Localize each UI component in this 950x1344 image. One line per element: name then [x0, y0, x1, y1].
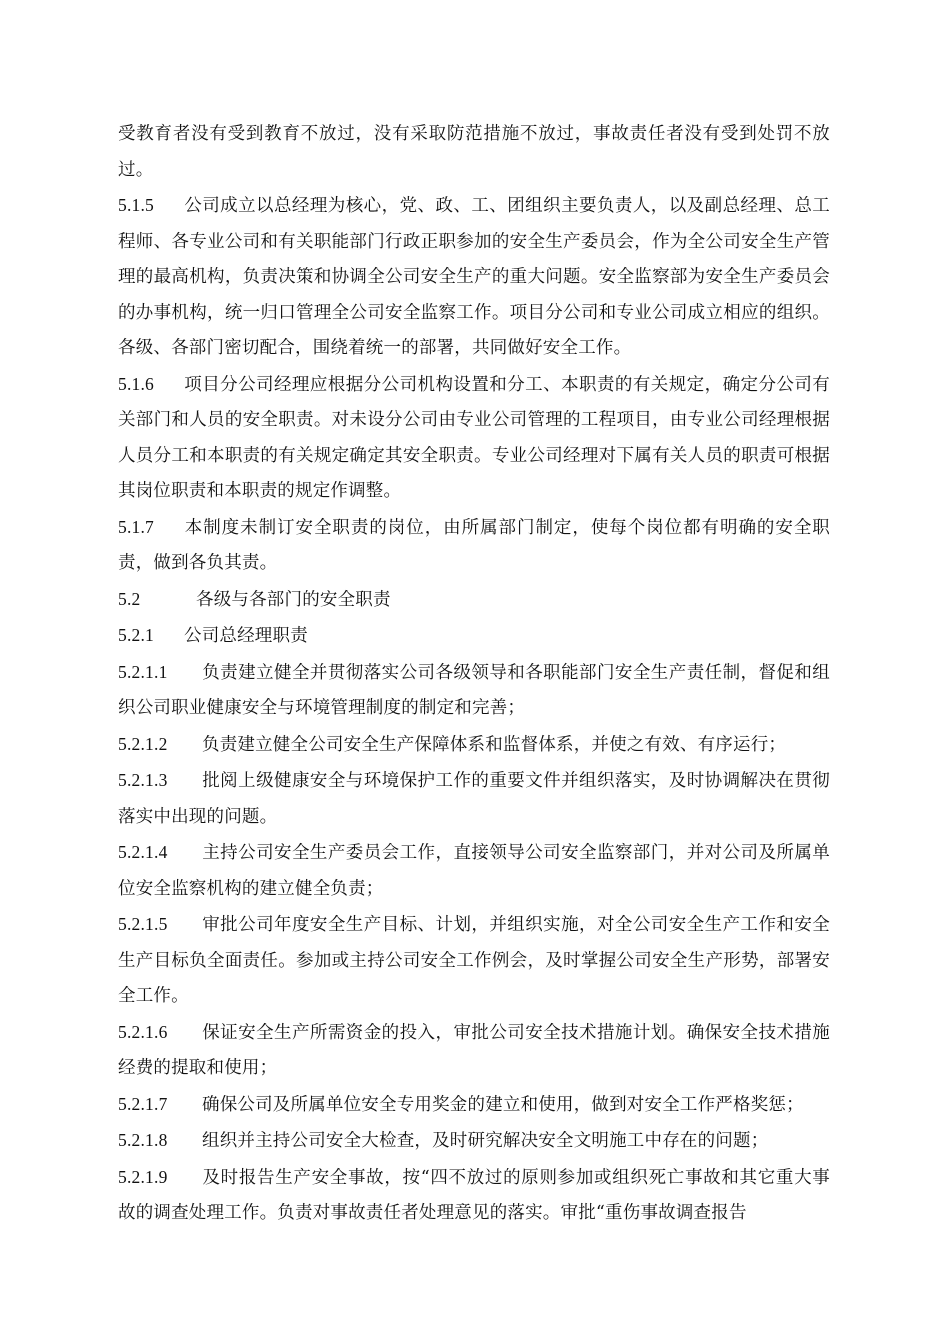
paragraph-text: 审批公司年度安全生产目标、计划，并组织实施，对全公司安全生产工作和安全生产目标负全面责任。参加或主持公司安全工作例会，及时掌握公司安全生产形势，部署安全工作。 [118, 915, 830, 1006]
paragraph-text: 负责建立健全并贯彻落实公司各级领导和各职能部门安全生产责任制，督促和组织公司职业健康安全与环境管理制度的制定和完善； [118, 662, 830, 718]
paragraph-text: 保证安全生产所需资金的投入，审批公司安全技术措施计划。确保安全技术措施经费的提取和使用； [118, 1022, 830, 1078]
document-body [118, 117, 830, 1232]
paragraph-text: 组织并主持公司安全大检查，及时研究解决安全文明施工中存在的问题； [202, 1131, 769, 1151]
section-number: 5.2.1.6 [118, 1021, 168, 1042]
section-heading-text: 各级与各部门的安全职责 [196, 589, 391, 610]
paragraph-5-2-1-5 [118, 907, 830, 1015]
paragraph-text: 及时报告生产安全事故，按“四不放过的原则参加或组织死亡事故和其它重大事故的调查处理工作。负责对事故责任者处理意见的落实。审批“重伤事故调查报告 [118, 1167, 830, 1223]
paragraph-5-2-1-2 [118, 727, 830, 764]
paragraph-5-1-5 [118, 188, 830, 367]
paragraph-continuation [118, 117, 830, 188]
section-number: 5.2.1.4 [118, 842, 168, 862]
section-number: 5.2 [118, 588, 141, 609]
section-number: 5.1.7 [118, 516, 154, 537]
paragraph-text: 主持公司安全生产委员会工作，直接领导公司安全监察部门，并对公司及所属单位安全监察机构的建立健全负责； [118, 843, 830, 899]
paragraph-5-1-6 [118, 367, 830, 510]
section-number: 5.2.1.2 [118, 733, 168, 754]
section-number: 5.2.1.3 [118, 770, 168, 790]
paragraph-5-2-1-6 [118, 1015, 830, 1087]
paragraph-text: 确保公司及所属单位安全专用奖金的建立和使用，做到对安全工作严格奖惩； [202, 1094, 804, 1115]
section-heading-text: 公司总经理职责 [184, 626, 308, 646]
paragraph-5-2-1-8 [118, 1123, 830, 1160]
section-heading-5-2-1 [118, 618, 830, 655]
paragraph-text: 负责建立健全公司安全生产保障体系和监督体系，并使之有效、有序运行； [202, 734, 787, 755]
paragraph-5-2-1-7 [118, 1087, 830, 1124]
paragraph-text: 公司成立以总经理为核心，党、政、工、团组织主要负责人，以及副总经理、总工程师、各专业公司和有关职能部门行政正职参加的安全生产委员会，作为全公司安全生产管理的最高机构，负责决策和协调全公司安全生产的重大问题。安全监察部为安全生产委员会的办事机构，统一归口管理全公司安全监察工作。项目分公司和专业公司成立相应的组织。各级、各部门密切配合，围绕着统一的部署，共同做好安全工作。 [118, 196, 830, 358]
section-number: 5.1.5 [118, 195, 154, 215]
section-number: 5.2.1.9 [118, 1166, 168, 1187]
paragraph-text: 本制度未制订安全职责的岗位，由所属部门制定，使每个岗位都有明确的安全职责，做到各负其责。 [118, 517, 830, 573]
paragraph-text: 项目分公司经理应根据分公司机构设置和分工、本职责的有关规定，确定分公司有关部门和人员的安全职责。对未设分公司由专业公司管理的工程项目，由专业公司经理根据人员分工和本职责的有关规定确定其安全职责。专业公司经理对下属有关人员的职责可根据其岗位职责和本职责的规定作调整。 [118, 374, 830, 501]
section-number: 5.2.1.7 [118, 1093, 168, 1114]
paragraph-text: 批阅上级健康安全与环境保护工作的重要文件并组织落实，及时协调解决在贯彻落实中出现的问题。 [118, 771, 830, 827]
paragraph-5-2-1-1 [118, 655, 830, 727]
section-number: 5.2.1.5 [118, 914, 168, 934]
paragraph-5-1-7 [118, 510, 830, 582]
paragraph-5-2-1-3 [118, 763, 830, 835]
paragraph-5-2-1-4 [118, 835, 830, 907]
section-number: 5.2.1.8 [118, 1130, 168, 1150]
section-number: 5.2.1.1 [118, 661, 168, 682]
paragraph-text: 受教育者没有受到教育不放过，没有采取防范措施不放过，事故责任者没有受到处罚不放过。 [118, 124, 830, 180]
section-number: 5.2.1 [118, 625, 154, 645]
section-number: 5.1.6 [118, 373, 154, 394]
section-heading-5-2 [118, 582, 830, 619]
paragraph-5-2-1-9 [118, 1160, 830, 1232]
